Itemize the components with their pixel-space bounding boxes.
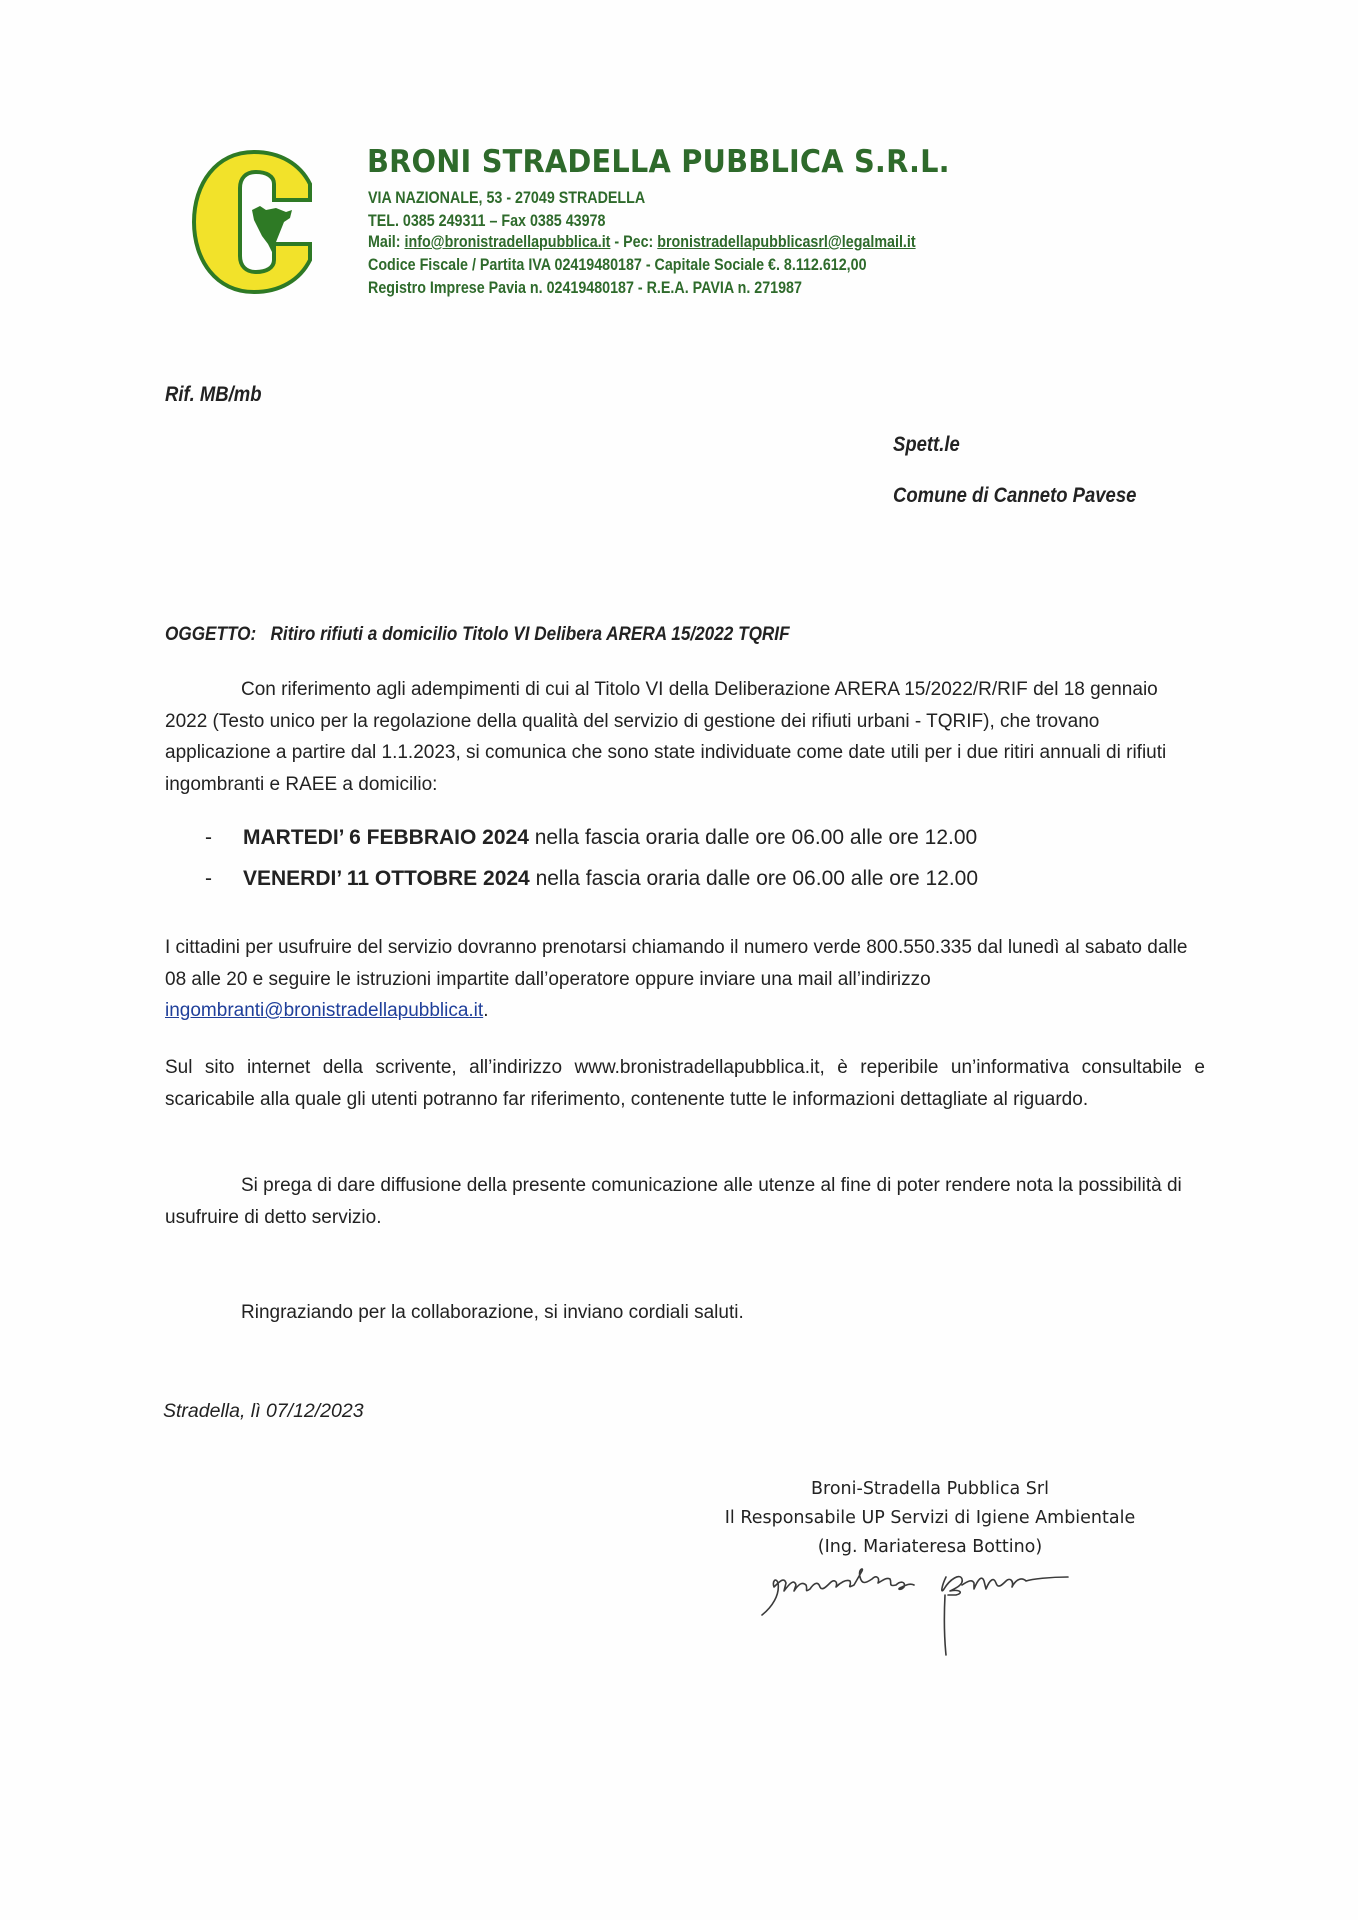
logo-c-shape — [194, 152, 310, 292]
recipient-salutation: Spett.le — [893, 433, 960, 456]
signature-block — [690, 1475, 1170, 1562]
diffusion-paragraph: Si prega di dare diffusione della presente comunicazione alle utenze al fine di poter rendere nota la possibilità di usufruire di detto servizio. — [165, 1175, 1182, 1228]
date-item — [205, 826, 977, 850]
subject-line — [165, 623, 790, 646]
date-detail: nella fascia oraria dalle ore 06.00 alle ore 12.00 — [528, 826, 978, 849]
date-value: MARTEDI’ 6 FEBBRAIO 2024 — [243, 826, 529, 849]
subject-text: Ritiro rifiuti a domicilio Titolo VI Delibera ARERA 15/2022 TQRIF — [270, 623, 790, 645]
mail-link[interactable]: info@bronistradellapubblica.it — [404, 232, 611, 251]
pec-label: - Pec: — [610, 232, 658, 251]
mail-label: Mail: — [368, 232, 405, 251]
subject-label: OGGETTO: — [165, 623, 257, 645]
place-date: Stradella, lì 07/12/2023 — [163, 1400, 364, 1422]
company-registry: Registro Imprese Pavia n. 02419480187 - R.E.A. PAVIA n. 271987 — [368, 278, 802, 297]
reference: Rif. MB/mb — [165, 383, 262, 406]
pec-link[interactable]: bronistradellapubblicasrl@legalmail.it — [657, 232, 916, 251]
bullet-dash: - — [205, 867, 212, 890]
recipient-name: Comune di Canneto Pavese — [893, 484, 1137, 507]
booking-end: . — [483, 1000, 489, 1021]
website-paragraph: Sul sito internet della scrivente, all’indirizzo www.bronistradellapubblica.it, è reperibile un’informativa consultabile e scaricabile alla quale gli utenti potranno far riferimento, contenente tutte le informazioni dettagliate al riguardo. — [165, 1057, 1205, 1110]
date-value: VENERDI’ 11 OTTOBRE 2024 — [243, 867, 530, 890]
signature-company: Broni-Stradella Pubblica Srl — [811, 1479, 1049, 1499]
signature-role: Il Responsabile UP Servizi di Igiene Ambientale — [724, 1508, 1136, 1528]
company-contacts — [368, 232, 916, 252]
closing-line: Ringraziando per la collaborazione, si inviano cordiali saluti. — [241, 1302, 744, 1323]
signature-name: (Ing. Mariateresa Bottino) — [817, 1537, 1043, 1557]
intro-paragraph: Con riferimento agli adempimenti di cui al Titolo VI della Deliberazione ARERA 15/2022/R/RIF del 18 gennaio 2022 (Testo unico per la regolazione della qualità del servizio di gestione dei rifiuti urbani - TQRIF), che trovano applicazione a partire dal 1.1.2023, si comunica che sono state individuate come date utili per i due ritiri annuali di rifiuti ingombranti e RAEE a domicilio: — [165, 679, 1167, 795]
company-name: BRONI STRADELLA PUBBLICA S.R.L. — [367, 144, 950, 180]
company-phone-fax: TEL. 0385 249311 – Fax 0385 43978 — [368, 211, 606, 230]
date-item — [205, 867, 978, 891]
booking-paragraph — [165, 932, 1205, 1027]
booking-email-link[interactable]: ingombranti@bronistradellapubblica.it — [165, 1000, 484, 1021]
company-tax-info: Codice Fiscale / Partita IVA 02419480187 - Capitale Sociale €. 8.112.612,00 — [368, 255, 867, 274]
company-address: VIA NAZIONALE, 53 - 27049 STRADELLA — [368, 188, 646, 207]
booking-text: I cittadini per usufruire del servizio dovranno prenotarsi chiamando il numero verde 800.550.335 dal lunedì al sabato dalle 08 alle 20 e seguire le istruzioni impartite dall’operatore oppure inviare una mail all’indirizzo — [165, 937, 1188, 990]
company-logo — [188, 148, 320, 296]
date-detail: nella fascia oraria dalle ore 06.00 alle ore 12.00 — [529, 867, 979, 890]
bullet-dash: - — [205, 826, 212, 849]
handwritten-signature — [750, 1555, 1080, 1665]
